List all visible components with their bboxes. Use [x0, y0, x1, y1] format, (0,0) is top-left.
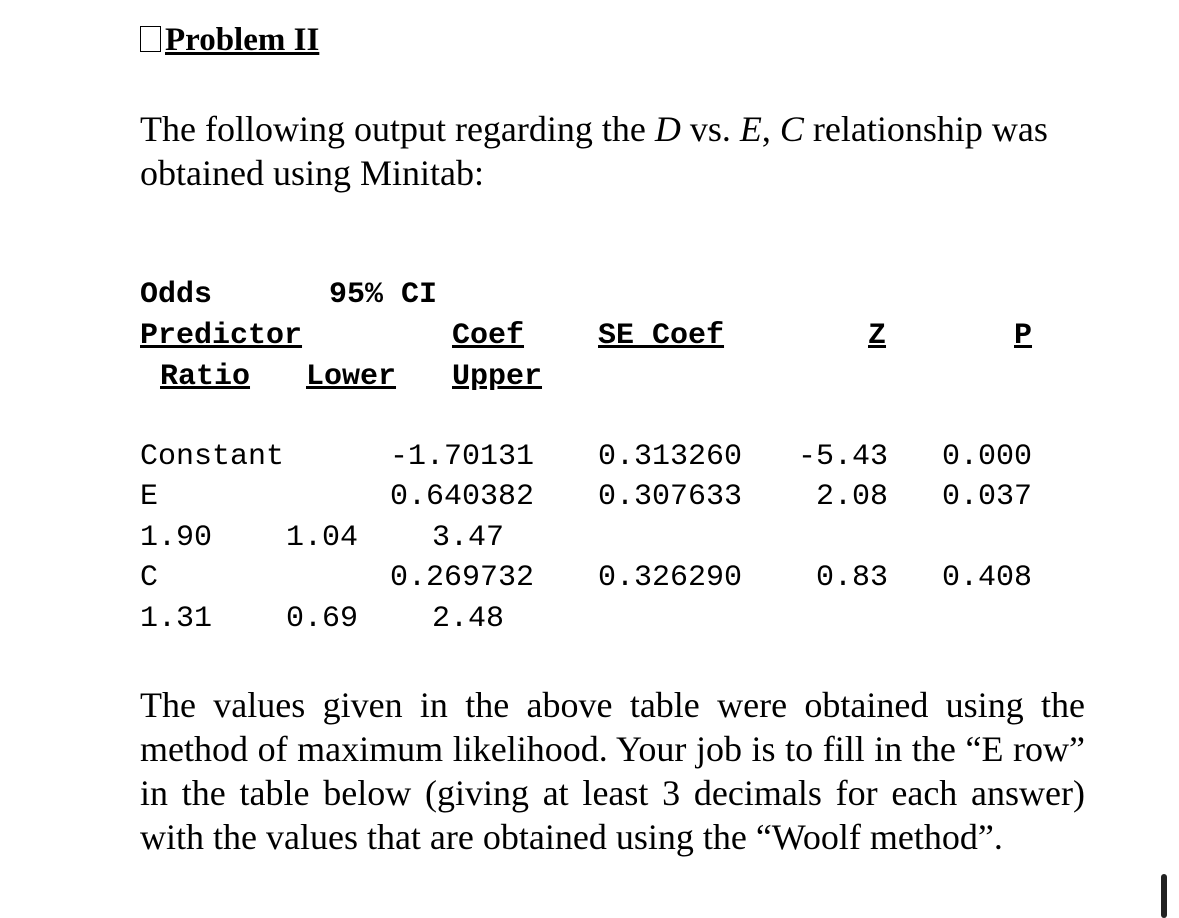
coef-cell: 0.640382 — [389, 480, 534, 514]
upper-cell: 3.47 — [432, 521, 505, 555]
intro-text-3: , — [761, 109, 780, 149]
header-ratio: Ratio — [160, 360, 251, 394]
predictor-cell: E — [140, 480, 159, 514]
p-cell: 0.000 — [941, 440, 1032, 474]
header-se-coef: SE Coef — [598, 319, 725, 353]
se-coef-cell: 0.326290 — [597, 561, 742, 595]
variable-e: E — [739, 109, 762, 149]
z-cell: 2.08 — [815, 480, 888, 514]
table-header-row-1 — [140, 275, 438, 315]
header-predictor: Predictor — [140, 319, 303, 353]
intro-paragraph — [140, 107, 1085, 195]
z-cell: -5.43 — [797, 440, 888, 474]
table-row-ratio — [140, 518, 505, 558]
header-odds: Odds — [140, 278, 213, 312]
header-coef: Coef — [452, 319, 525, 353]
intro-text-2: vs. — [680, 109, 740, 149]
table-row — [140, 558, 1032, 598]
header-z: Z — [868, 319, 887, 353]
table-header-row-2 — [140, 316, 1033, 356]
table-row — [140, 437, 1032, 477]
variable-c: C — [779, 109, 804, 149]
scrollbar-thumb[interactable] — [1161, 874, 1167, 918]
checkbox-icon — [140, 26, 161, 52]
intro-text-1: The following output regarding the — [140, 109, 655, 149]
header-upper: Upper — [452, 360, 543, 394]
intro-text-4: relationship was obtained using Minitab: — [140, 109, 1048, 193]
predictor-cell: C — [140, 561, 159, 595]
table-row-ratio — [140, 599, 505, 639]
coef-cell: -1.70131 — [389, 440, 534, 474]
p-cell: 0.037 — [941, 480, 1032, 514]
lower-cell: 1.04 — [286, 521, 359, 555]
predictor-cell: Constant — [140, 440, 285, 474]
z-cell: 0.83 — [815, 561, 888, 595]
table-header-row-3 — [140, 357, 543, 397]
variable-d: D — [654, 109, 681, 149]
problem-title: Problem II — [165, 22, 320, 58]
ratio-cell: 1.90 — [140, 521, 213, 555]
p-cell: 0.408 — [941, 561, 1032, 595]
ratio-cell: 1.31 — [140, 602, 213, 636]
lower-cell: 0.69 — [286, 602, 359, 636]
header-ci: 95% CI — [329, 278, 438, 312]
upper-cell: 2.48 — [432, 602, 505, 636]
problem-heading — [140, 18, 319, 62]
se-coef-cell: 0.313260 — [597, 440, 742, 474]
header-lower: Lower — [306, 360, 397, 394]
coef-cell: 0.269732 — [389, 561, 534, 595]
closing-paragraph: The values given in the above table were obtained using the method of maximum likelihood. Your job is to fill in the “E row” in the table below (giving at least 3 decimals for each answer) with the values that are obtained using the “Woolf method”. — [140, 685, 1085, 857]
se-coef-cell: 0.307633 — [597, 480, 742, 514]
table-row — [140, 477, 1032, 517]
header-p: P — [1014, 319, 1033, 353]
